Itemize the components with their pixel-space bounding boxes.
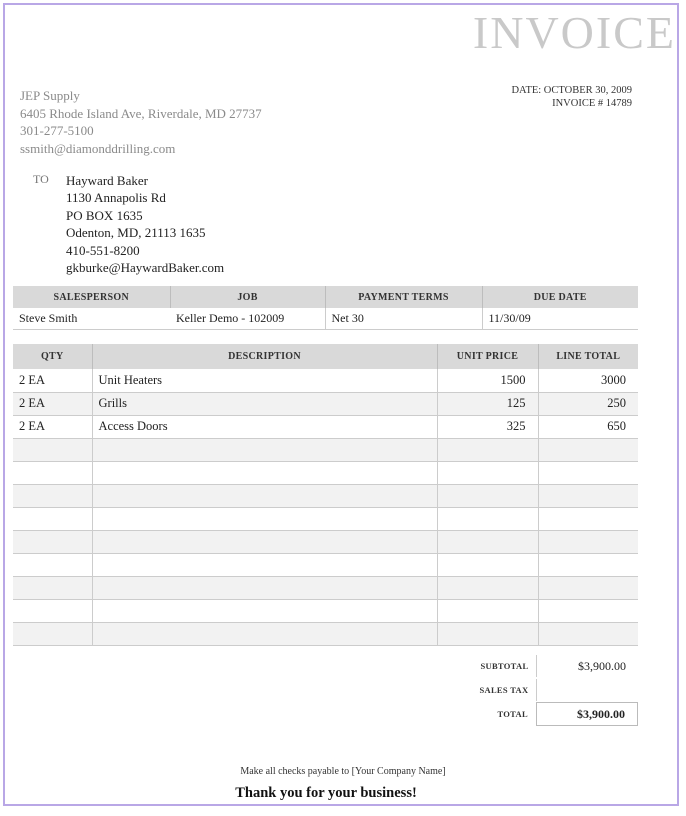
sender-email[interactable]: ssmith@diamonddrilling.com [20,140,176,156]
line-total-cell [538,438,638,461]
empty-line-row [13,438,638,461]
salesperson-header: SALESPERSON [13,286,170,308]
sender-block [20,87,262,157]
due-date-cell: 11/30/09 [482,308,638,330]
subtotal-row [437,654,638,678]
description-cell [92,599,437,622]
line-total-header: LINE TOTAL [538,344,638,369]
sales-info-table [13,286,638,330]
description-cell [92,438,437,461]
line-total-cell [538,553,638,576]
qty-cell [13,553,92,576]
job-cell: Keller Demo - 102009 [170,308,325,330]
items-header-row [13,344,638,369]
qty-cell: 2 EA [13,369,92,392]
unit-price-cell: 125 [437,392,538,415]
line-total-cell: 250 [538,392,638,415]
empty-line-row [13,553,638,576]
unit-price-cell [437,530,538,553]
sender-phone: 301-277-5100 [20,123,94,138]
thank-you-note: Thank you for your business! [235,785,417,801]
total-value: $3,900.00 [536,702,638,726]
sender-company: JEP Supply [20,88,80,103]
qty-cell: 2 EA [13,415,92,438]
sales-tax-value [536,679,638,701]
qty-cell: 2 EA [13,392,92,415]
line-total-cell [538,461,638,484]
description-header: DESCRIPTION [92,344,437,369]
description-cell [92,461,437,484]
line-total-cell [538,622,638,645]
recipient-pobox: PO BOX 1635 [66,207,143,223]
invoice-title: INVOICE [472,7,676,58]
sender-address: 6405 Rhode Island Ave, Riverdale, MD 27737 [20,105,262,121]
unit-price-cell: 1500 [437,369,538,392]
description-cell: Access Doors [92,415,437,438]
payment-terms-header: PAYMENT TERMS [325,286,482,308]
description-cell [92,530,437,553]
qty-cell [13,599,92,622]
qty-header: QTY [13,344,92,369]
subtotal-value: $3,900.00 [536,655,638,677]
description-cell [92,553,437,576]
subtotal-label: SUBTOTAL [480,661,529,671]
qty-cell [13,484,92,507]
empty-line-row [13,461,638,484]
line-item-row [13,415,638,438]
unit-price-cell [437,438,538,461]
description-cell [92,576,437,599]
unit-price-cell [437,622,538,645]
unit-price-cell [437,484,538,507]
unit-price-cell [437,461,538,484]
to-label: TO [33,172,49,186]
invoice-meta [511,84,632,110]
sales-data-row [13,308,638,330]
qty-cell [13,576,92,599]
sales-tax-row [437,678,638,702]
sales-tax-label: SALES TAX [479,685,529,695]
payment-terms-cell: Net 30 [325,308,482,330]
recipient-street: 1130 Annapolis Rd [66,190,166,206]
unit-price-header: UNIT PRICE [437,344,538,369]
line-total-cell [538,507,638,530]
qty-cell [13,438,92,461]
line-items-table [13,344,638,646]
totals-block [437,654,638,726]
empty-line-row [13,507,638,530]
recipient-block [66,172,224,276]
recipient-phone: 410-551-8200 [66,242,140,258]
line-total-cell [538,484,638,507]
invoice-date: DATE: OCTOBER 30, 2009 [511,85,632,96]
unit-price-cell [437,599,538,622]
qty-cell [13,530,92,553]
total-label: TOTAL [497,709,528,719]
checks-note: Make all checks payable to [Your Company Name] [240,766,446,777]
job-header: JOB [170,286,325,308]
description-cell [92,622,437,645]
unit-price-cell [437,576,538,599]
invoice-number: INVOICE # 14789 [552,98,632,109]
empty-line-row [13,576,638,599]
description-cell: Unit Heaters [92,369,437,392]
line-total-cell: 650 [538,415,638,438]
unit-price-cell: 325 [437,415,538,438]
line-total-cell [538,576,638,599]
line-item-row [13,392,638,415]
qty-cell [13,461,92,484]
total-row [437,702,638,726]
empty-line-row [13,599,638,622]
line-item-row [13,369,638,392]
line-total-cell: 3000 [538,369,638,392]
sales-header-row [13,286,638,308]
salesperson-cell: Steve Smith [13,308,170,330]
empty-line-row [13,530,638,553]
unit-price-cell [437,553,538,576]
empty-line-row [13,622,638,645]
due-date-header: DUE DATE [482,286,638,308]
description-cell: Grills [92,392,437,415]
description-cell [92,507,437,530]
recipient-city: Odenton, MD, 21113 1635 [66,225,206,241]
qty-cell [13,622,92,645]
qty-cell [13,507,92,530]
line-total-cell [538,599,638,622]
line-total-cell [538,530,638,553]
empty-line-row [13,484,638,507]
description-cell [92,484,437,507]
recipient-email[interactable]: gkburke@HaywardBaker.com [66,260,225,276]
recipient-name: Hayward Baker [66,173,148,188]
unit-price-cell [437,507,538,530]
